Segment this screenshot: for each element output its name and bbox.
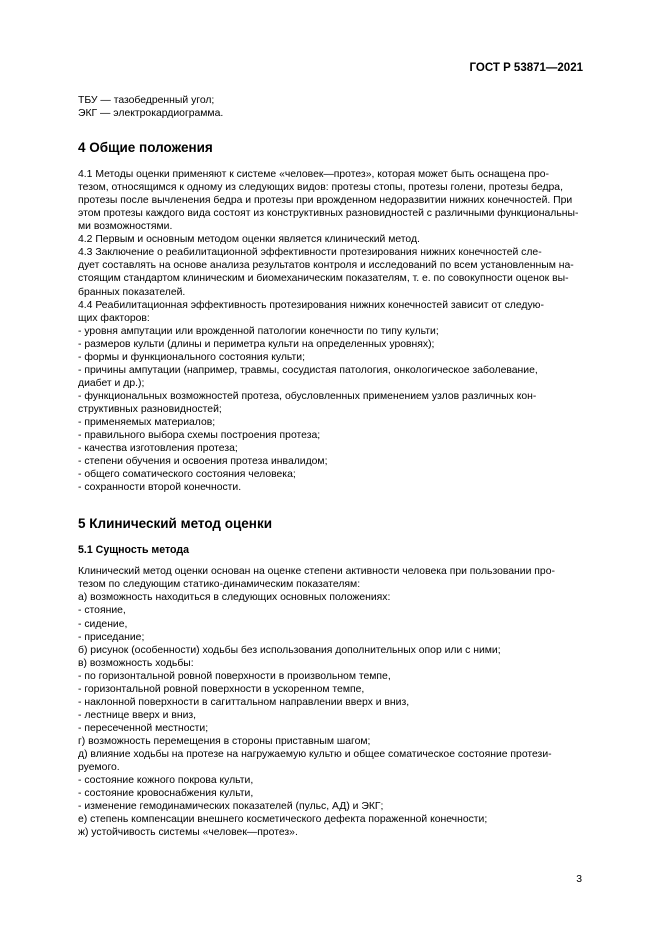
list-item: а) возможность находиться в следующих основных положениях: [78,592,391,604]
section-5-1-title: 5.1 Сущность метода [78,544,190,557]
list-item: структивных разновидностей; [78,403,222,415]
list-item: - лестнице вверх и вниз, [78,709,197,721]
list-item: - уровня ампутации или врожденной патологии конечности по типу культи; [78,325,439,337]
list-item: - по горизонтальной ровной поверхности в произвольном темпе, [78,670,391,682]
list-item: - приседание; [78,631,145,643]
list-item: - степени обучения и освоения протеза инвалидом; [78,456,328,468]
list-item: - функциональных возможностей протеза, обусловленных применением узлов различных кон- [78,390,537,402]
list-item: - формы и функционального состояния культи; [78,351,305,363]
list-item: - размеров культи (длины и периметра культи на определенных уровнях); [78,338,435,350]
text-line: 4.1 Методы оценки применяют к системе «человек—протез», которая может быть оснащена про- [78,169,550,181]
list-item: е) степень компенсации внешнего косметического дефекта пораженной конечности; [78,814,488,826]
page-content [78,94,583,839]
list-item: - пересеченной местности; [78,722,209,734]
document-code: ГОСТ Р 53871—2021 [469,62,583,74]
section-4-body [78,168,583,494]
list-item: - качества изготовления протеза; [78,443,238,455]
text-line: дует составлять на основе анализа результатов контроля и исследований по всем установленным на- [78,260,574,272]
text-line: тезом, относящимся к одному из следующих видов: протезы стопы, протезы голени, протезы бедра, [78,182,563,194]
list-item: - стояние, [78,605,126,617]
section-5-body [78,565,583,839]
page-number: 3 [576,874,582,885]
list-item: г) возможность перемещения в стороны приставным шагом; [78,735,371,747]
abbr-line: ТБУ — тазобедренный угол; [78,95,215,106]
list-item: - состояние кровоснабжения культи, [78,788,254,800]
text-line: бранных показателей. [78,286,186,298]
text-line: 4.3 Заключение о реабилитационной эффективности протезирования нижних конечностей сле- [78,247,542,259]
text-line: протезы после вычленения бедра и протезы при врожденном недоразвитии нижних конечностей. При [78,195,573,207]
text-line: тезом по следующим статико-динамическим показателям: [78,579,361,591]
list-item: - состояние кожного покрова культи, [78,775,254,787]
text-line: 4.4 Реабилитационная эффективность протезирования нижних конечностей зависит от следую- [78,299,544,311]
text-line: 4.2 Первым и основным методом оценки является клинический метод. [78,234,420,246]
list-item: - применяемых материалов; [78,416,216,428]
list-item: - общего соматического состояния человека; [78,469,296,481]
list-item: руемого. [78,762,120,774]
list-item: в) возможность ходьбы: [78,657,194,669]
list-item: - изменение гемодинамических показателей (пульс, АД) и ЭКГ; [78,801,384,813]
list-item: д) влияние ходьбы на протезе на нагружаемую культю и общее соматическое состояние протези- [78,748,552,760]
list-item: - горизонтальной ровной поверхности в ускоренном темпе, [78,683,365,695]
text-line: стоящим стандартом клиническим и биомеханическим показателям, т. е. по совокупности оценок вы- [78,273,569,285]
list-item: - причины ампутации (например, травмы, сосудистая патология, онкологическое заболевание, [78,364,538,376]
text-line: Клинический метод оценки основан на оценке степени активности человека при пользовании про- [78,566,555,578]
list-item: б) рисунок (особенности) ходьбы без использования дополнительных опор или с ними; [78,644,501,656]
list-item: - сохранности второй конечности. [78,482,242,494]
list-item: - наклонной поверхности в сагиттальном направлении вверх и вниз, [78,696,410,708]
text-line: ми возможностями. [78,221,173,233]
abbr-line: ЭКГ — электрокардиограмма. [78,108,224,120]
abbreviations [78,94,583,120]
text-line: щих факторов: [78,312,150,324]
list-item: диабет и др.); [78,377,145,389]
text-line: этом протезы каждого вида состоят из конструктивных разновидностей с различными функциональны- [78,208,579,220]
section-4-title: 4 Общие положения [78,140,213,156]
list-item: ж) устойчивость системы «человек—протез». [78,827,298,839]
section-5-title: 5 Клинический метод оценки [78,516,273,532]
list-item: - правильного выбора схемы построения протеза; [78,430,321,442]
list-item: - сидение, [78,618,128,630]
